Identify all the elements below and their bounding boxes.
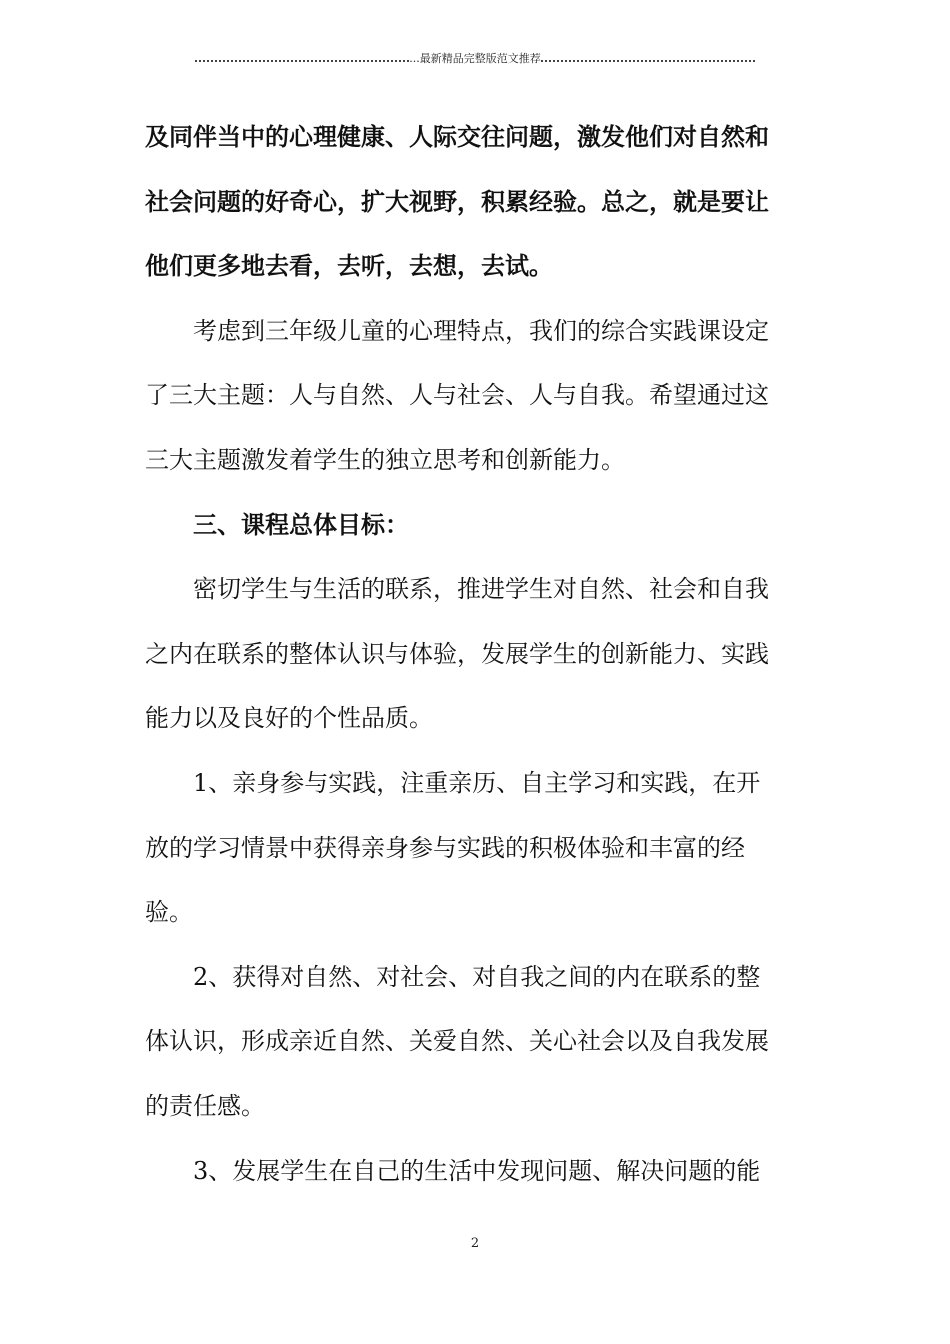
text-line: 密切学生与生活的联系，推进学生对自然、社会和自我: [145, 575, 769, 604]
heading-line: 三、课程总体目标：: [145, 509, 409, 539]
text-line: 了三大主题：人与自然、人与社会、人与自我。希望通过这: [145, 381, 769, 410]
page-number: 2: [470, 1236, 480, 1251]
text-line: 验。: [145, 898, 193, 927]
header-title: ...最新精品完整版范文推荐: [409, 52, 541, 65]
text-line: 能力以及良好的个性品质。: [145, 704, 433, 733]
paragraph-goals-summary: [145, 557, 805, 751]
paragraph-intro-continuation: [145, 105, 805, 299]
text-line: 3、发展学生在自己的生活中发现问题、解决问题的能: [145, 1156, 761, 1185]
text-line: 放的学习情景中获得亲身参与实践的积极体验和丰富的经: [145, 833, 745, 862]
paragraph-themes: [145, 299, 805, 493]
text-line: 社会问题的好奇心，扩大视野，积累经验。总之，就是要让: [145, 186, 769, 216]
page-header: [195, 52, 755, 66]
header-leader-left: [195, 53, 409, 62]
paragraph-goal-1: [145, 751, 805, 945]
section-heading-goals: [145, 493, 805, 558]
text-line: 他们更多地去看，去听，去想，去试。: [145, 251, 553, 281]
header-leader-right: [541, 53, 755, 62]
text-line: 1、亲身参与实践，注重亲历、自主学习和实践，在开: [145, 768, 761, 797]
text-line: 三大主题激发着学生的独立思考和创新能力。: [145, 445, 625, 474]
paragraph-goal-3: [145, 1139, 805, 1204]
text-line: 体认识，形成亲近自然、关爱自然、关心社会以及自我发展: [145, 1027, 769, 1056]
paragraph-goal-2: [145, 945, 805, 1139]
document-body: [145, 105, 805, 1203]
text-line: 及同伴当中的心理健康、人际交往问题，激发他们对自然和: [145, 122, 769, 151]
text-line: 2、获得对自然、对社会、对自我之间的内在联系的整: [145, 962, 761, 991]
text-line: 的责任感。: [145, 1091, 265, 1120]
text-line: 之内在联系的整体认识与体验，发展学生的创新能力、实践: [145, 639, 769, 668]
text-line: 考虑到三年级儿童的心理特点，我们的综合实践课设定: [145, 316, 769, 345]
